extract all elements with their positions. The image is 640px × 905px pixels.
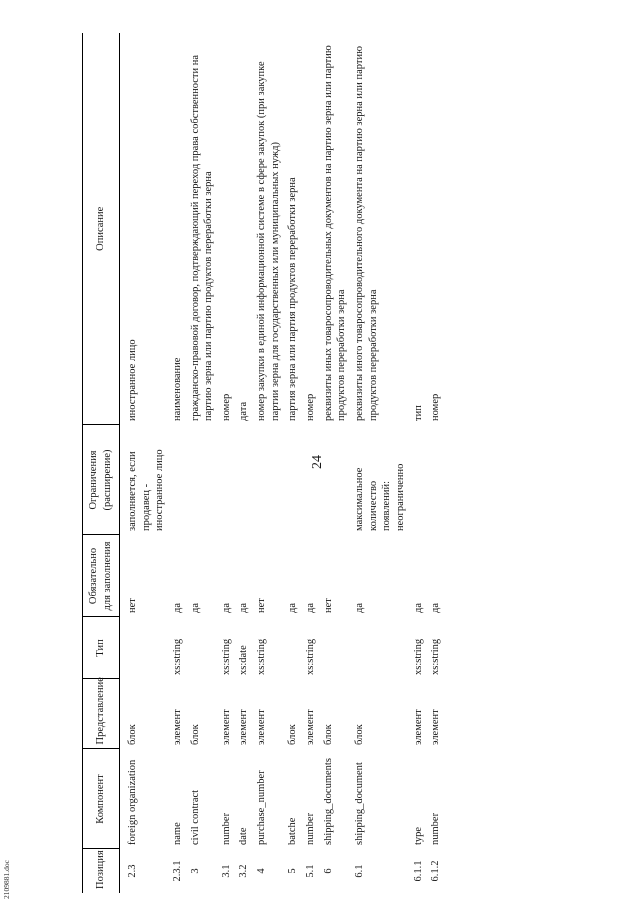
cell-description: номер <box>305 393 317 421</box>
cell-component: shipping_documents <box>322 758 334 845</box>
cell-type: xs:date <box>238 645 250 675</box>
cell-required: нет <box>256 598 268 613</box>
cell-limits <box>410 425 428 535</box>
cell-position: 3.1 <box>220 864 232 878</box>
cell-component: number <box>430 812 442 845</box>
cell-representation: элемент <box>171 709 183 745</box>
cell-limits <box>187 425 218 535</box>
table-row <box>253 33 284 893</box>
cell-component: civil contract <box>189 789 201 845</box>
cell-required: да <box>412 602 424 613</box>
table-row <box>351 33 410 893</box>
cell-description: дата <box>238 401 250 421</box>
table-row <box>235 33 253 893</box>
cell-limits <box>427 425 447 535</box>
header-row <box>83 33 120 893</box>
cell-required: да <box>189 602 201 613</box>
cell-limits <box>169 425 187 535</box>
spec-table <box>82 33 447 893</box>
header-representation: Представление <box>83 679 120 749</box>
cell-description: наименование <box>171 357 183 421</box>
cell-representation: элемент <box>412 709 424 745</box>
cell-component: purchase_number <box>256 770 268 845</box>
cell-representation: блок <box>127 724 138 745</box>
cell-type: xs:string <box>412 638 424 675</box>
cell-position: 3.2 <box>238 864 250 878</box>
cell-type <box>187 617 218 679</box>
cell-representation: элемент <box>256 709 268 745</box>
cell-required: нет <box>127 598 138 613</box>
cell-position: 6 <box>322 868 334 874</box>
cell-type: xs:string <box>256 638 268 675</box>
cell-type: xs:string <box>171 638 183 675</box>
cell-limits: заполняется, если продавец - иностранное лицо <box>127 449 166 531</box>
table-row <box>427 33 447 893</box>
cell-limits <box>302 425 320 535</box>
table-row <box>284 33 302 893</box>
cell-description: реквизиты иных товаросопроводительных документов на партию зерна или партию продуктов переработки зерна <box>322 45 348 421</box>
cell-component: date <box>238 827 250 845</box>
cell-required: да <box>220 602 232 613</box>
document-id: 2109881.doc <box>2 860 11 899</box>
table-row <box>169 33 187 893</box>
header-type: Тип <box>83 617 120 679</box>
table-row <box>410 33 428 893</box>
header-description: Описание <box>83 33 120 425</box>
cell-component: number <box>220 812 232 845</box>
cell-representation: элемент <box>220 709 232 745</box>
cell-description: номер <box>220 393 232 421</box>
cell-type <box>320 617 351 679</box>
table-row <box>320 33 351 893</box>
cell-description: номер закупки в единой информационной системе в сфере закупок (при закупке партии зерна для государственных или муниципальных нужд) <box>256 61 281 421</box>
cell-representation: элемент <box>305 709 317 745</box>
cell-description: реквизиты иного товаросопроводительного документа на партию зерна или партию продуктов переработки зерна <box>353 46 379 421</box>
cell-description: иностранное лицо <box>127 339 138 421</box>
cell-position: 6.1.2 <box>430 860 442 882</box>
cell-required: нет <box>322 598 334 613</box>
cell-representation: блок <box>353 724 365 745</box>
cell-position: 3 <box>189 868 201 874</box>
header-position: Позиция <box>83 849 120 893</box>
cell-representation: элемент <box>238 709 250 745</box>
cell-type: xs:string <box>305 638 317 675</box>
rotated-table-container <box>82 33 612 893</box>
header-required: Обязательно для заполнения <box>83 535 120 617</box>
cell-type <box>284 617 302 679</box>
cell-limits <box>235 425 253 535</box>
cell-position: 2.3 <box>127 864 138 878</box>
cell-description: гражданско-правовой договор, подтверждающий переход права собственности на партию зерна или партию продуктов переработки зерна <box>189 54 215 421</box>
page-number: 24 <box>310 455 325 469</box>
cell-limits <box>218 425 236 535</box>
table-row <box>187 33 218 893</box>
cell-representation: блок <box>322 724 334 745</box>
cell-required: да <box>430 602 442 613</box>
cell-type: xs:string <box>430 638 442 675</box>
header-component: Компонент <box>83 749 120 849</box>
table-row <box>218 33 236 893</box>
cell-required: да <box>238 602 250 613</box>
cell-limits: максимальное количество появлений: неограниченно <box>353 463 406 531</box>
cell-component: type <box>412 826 424 845</box>
cell-representation: блок <box>287 724 299 745</box>
cell-component: shipping_document <box>353 762 365 845</box>
cell-limits <box>284 425 302 535</box>
cell-position: 2.3.1 <box>171 860 183 882</box>
cell-position: 6.1 <box>353 864 365 878</box>
cell-description: номер <box>430 393 442 421</box>
cell-position: 5 <box>287 868 299 874</box>
cell-type: xs:string <box>220 638 232 675</box>
cell-type <box>351 617 410 679</box>
cell-type <box>120 617 169 679</box>
cell-description: тип <box>412 405 424 421</box>
cell-position: 5.1 <box>305 864 317 878</box>
cell-description: партия зерна или партия продуктов переработки зерна <box>287 177 299 421</box>
header-limits: Ограничения (расширение) <box>83 425 120 535</box>
cell-representation: элемент <box>430 709 442 745</box>
cell-required: да <box>287 602 299 613</box>
cell-required: да <box>171 602 183 613</box>
cell-component: name <box>171 822 183 845</box>
cell-component: foreign organization <box>127 759 138 845</box>
table-row <box>120 33 169 893</box>
cell-required: да <box>305 602 317 613</box>
cell-position: 4 <box>256 868 268 874</box>
cell-required: да <box>353 602 365 613</box>
cell-component: batche <box>287 817 299 845</box>
cell-position: 6.1.1 <box>412 860 424 882</box>
cell-representation: блок <box>189 724 201 745</box>
cell-limits <box>253 425 284 535</box>
table-row <box>302 33 320 893</box>
cell-component: number <box>305 812 317 845</box>
cell-limits <box>320 425 351 535</box>
